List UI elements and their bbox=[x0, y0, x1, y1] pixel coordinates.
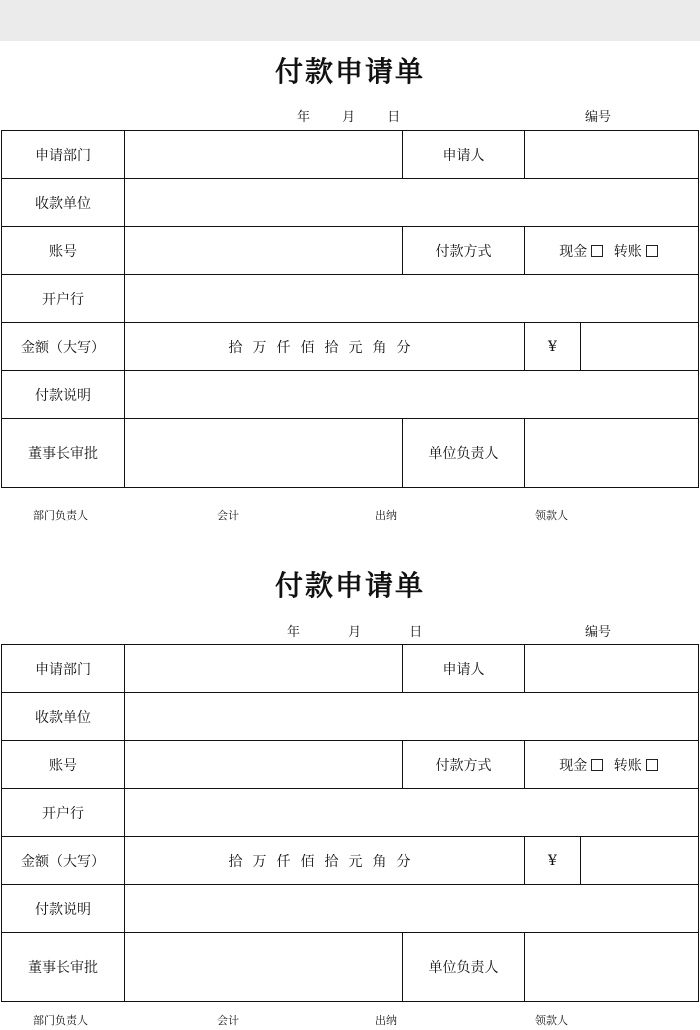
form-title: 付款申请单 bbox=[274, 55, 425, 88]
payment-note-label: 付款说明 bbox=[2, 885, 125, 933]
dept-label: 申请部门 bbox=[2, 645, 125, 693]
sig-cashier: 出纳 bbox=[375, 1014, 397, 1027]
dept-field[interactable] bbox=[125, 131, 403, 179]
payment-note-field[interactable] bbox=[125, 885, 699, 933]
amount-label: 金额（大写） bbox=[2, 837, 125, 885]
payment-method-options bbox=[525, 741, 699, 789]
signature-row bbox=[0, 507, 700, 525]
transfer-label: 转账 bbox=[613, 243, 642, 260]
payee-label: 收款单位 bbox=[2, 693, 125, 741]
signature-row bbox=[0, 1012, 700, 1030]
amount-number-field[interactable] bbox=[581, 837, 699, 885]
dept-label: 申请部门 bbox=[2, 131, 125, 179]
sig-recipient: 领款人 bbox=[535, 1014, 568, 1027]
sig-dept-head: 部门负责人 bbox=[33, 509, 88, 522]
currency-symbol: ¥ bbox=[525, 323, 581, 371]
unit-head-field[interactable] bbox=[525, 419, 699, 488]
unit-head-label: 单位负责人 bbox=[403, 419, 525, 488]
cash-checkbox[interactable] bbox=[591, 245, 603, 257]
dept-field[interactable] bbox=[125, 645, 403, 693]
amount-label: 金额（大写） bbox=[2, 323, 125, 371]
sig-accountant: 会计 bbox=[217, 1014, 239, 1027]
serial-number-label: 编号 bbox=[585, 625, 612, 640]
serial-number-label: 编号 bbox=[585, 110, 612, 125]
account-label: 账号 bbox=[2, 741, 125, 789]
chairman-approval-label: 董事长审批 bbox=[2, 933, 125, 1002]
amount-number-field[interactable] bbox=[581, 323, 699, 371]
sig-cashier: 出纳 bbox=[375, 509, 397, 522]
currency-symbol: ¥ bbox=[525, 837, 581, 885]
chairman-approval-label: 董事长审批 bbox=[2, 419, 125, 488]
applicant-label: 申请人 bbox=[403, 645, 525, 693]
payment-note-field[interactable] bbox=[125, 371, 699, 419]
payment-method-options bbox=[525, 227, 699, 275]
cash-label: 现金 bbox=[559, 243, 588, 260]
payment-note-label: 付款说明 bbox=[2, 371, 125, 419]
amount-units[interactable]: 拾万仟佰拾元角分 bbox=[125, 837, 525, 885]
payment-method-label: 付款方式 bbox=[403, 227, 525, 275]
applicant-label: 申请人 bbox=[403, 131, 525, 179]
sig-accountant: 会计 bbox=[217, 509, 239, 522]
bank-label: 开户行 bbox=[2, 789, 125, 837]
payee-field[interactable] bbox=[125, 179, 699, 227]
chairman-approval-field[interactable] bbox=[125, 933, 403, 1002]
account-field[interactable] bbox=[125, 227, 403, 275]
payee-field[interactable] bbox=[125, 693, 699, 741]
bank-field[interactable] bbox=[125, 275, 699, 323]
applicant-field[interactable] bbox=[525, 131, 699, 179]
date-line: 年 月 日 bbox=[287, 625, 445, 640]
top-bar bbox=[0, 0, 700, 41]
bank-field[interactable] bbox=[125, 789, 699, 837]
account-label: 账号 bbox=[2, 227, 125, 275]
unit-head-field[interactable] bbox=[525, 933, 699, 1002]
payee-label: 收款单位 bbox=[2, 179, 125, 227]
cash-label: 现金 bbox=[559, 757, 588, 774]
transfer-label: 转账 bbox=[613, 757, 642, 774]
bank-label: 开户行 bbox=[2, 275, 125, 323]
chairman-approval-field[interactable] bbox=[125, 419, 403, 488]
payment-method-label: 付款方式 bbox=[403, 741, 525, 789]
cash-checkbox[interactable] bbox=[591, 759, 603, 771]
date-line: 年 月 日 bbox=[297, 110, 415, 125]
sig-dept-head: 部门负责人 bbox=[33, 1014, 88, 1027]
transfer-checkbox[interactable] bbox=[646, 759, 658, 771]
form-table bbox=[1, 130, 699, 488]
amount-units[interactable]: 拾万仟佰拾元角分 bbox=[125, 323, 525, 371]
applicant-field[interactable] bbox=[525, 645, 699, 693]
account-field[interactable] bbox=[125, 741, 403, 789]
unit-head-label: 单位负责人 bbox=[403, 933, 525, 1002]
sig-recipient: 领款人 bbox=[535, 509, 568, 522]
transfer-checkbox[interactable] bbox=[646, 245, 658, 257]
form-table bbox=[1, 644, 699, 1002]
form-title: 付款申请单 bbox=[274, 569, 425, 602]
